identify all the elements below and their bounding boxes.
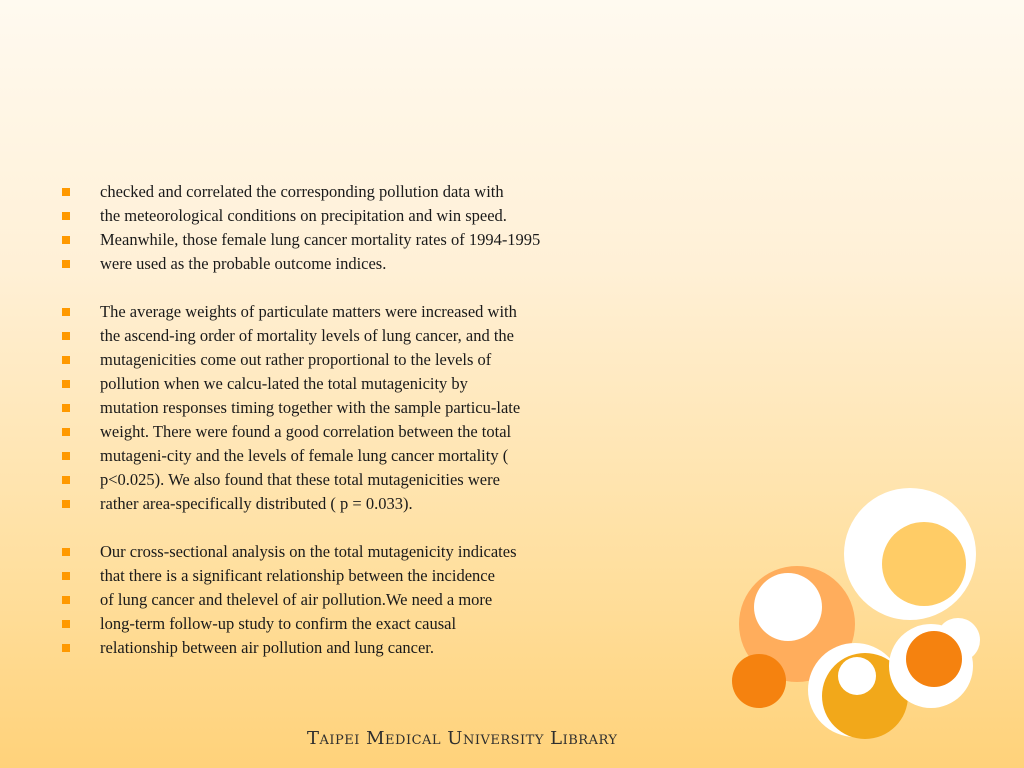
square-bullet-icon [62, 356, 70, 364]
bullet-item [60, 540, 680, 564]
square-bullet-icon [62, 476, 70, 484]
bullet-item [60, 396, 680, 420]
bullet-text: p<0.025). We also found that these total mutagenicities were [100, 470, 500, 489]
decor-circle-white-large [844, 488, 976, 620]
decor-circle-white-right [889, 624, 973, 708]
bullet-text: mutagenicities come out rather proportional to the levels of [100, 350, 492, 369]
bullet-item [60, 444, 680, 468]
square-bullet-icon [62, 452, 70, 460]
square-bullet-icon [62, 212, 70, 220]
square-bullet-icon [62, 644, 70, 652]
bullet-text: pollution when we calcu-lated the total mutagenicity by [100, 374, 468, 393]
bullet-text: mutation responses timing together with the sample particu-late [100, 398, 521, 417]
decor-circle-white-inner [754, 573, 822, 641]
bullet-item [60, 564, 680, 588]
bullet-item [60, 588, 680, 612]
bullet-text: rather area-specifically distributed ( p = 0.033). [100, 494, 413, 513]
square-bullet-icon [62, 572, 70, 580]
decor-circle-orange-small [732, 654, 786, 708]
square-bullet-icon [62, 380, 70, 388]
bullet-text: long-term follow-up study to confirm the exact causal [100, 614, 457, 633]
bullet-spacer [60, 276, 680, 300]
square-bullet-icon [62, 404, 70, 412]
bullet-item [60, 180, 680, 204]
square-bullet-icon [62, 260, 70, 268]
decor-circle-white-bottom [808, 643, 902, 737]
square-bullet-icon [62, 500, 70, 508]
bullet-list [60, 180, 680, 660]
bullet-text: the ascend-ing order of mortality levels of lung cancer, and the [100, 326, 514, 345]
square-bullet-icon [62, 428, 70, 436]
decor-circle-light-orange [739, 566, 855, 682]
bullet-text: were used as the probable outcome indices. [100, 254, 387, 273]
square-bullet-icon [62, 548, 70, 556]
bullet-text: the meteorological conditions on precipitation and win speed. [100, 206, 507, 225]
square-bullet-icon [62, 188, 70, 196]
bullet-text: of lung cancer and thelevel of air pollution.We need a more [100, 590, 493, 609]
square-bullet-icon [62, 596, 70, 604]
bullet-item [60, 612, 680, 636]
decor-circle-gold [822, 653, 908, 739]
decor-circle-white-tiny [838, 657, 876, 695]
bullet-item [60, 372, 680, 396]
decor-circle-orange-right [906, 631, 962, 687]
bullet-spacer [60, 516, 680, 540]
bullet-item [60, 468, 680, 492]
square-bullet-icon [62, 236, 70, 244]
bullet-text: Meanwhile, those female lung cancer mortality rates of 1994-1995 [100, 230, 541, 249]
bullet-item [60, 636, 680, 660]
bullet-item [60, 324, 680, 348]
bullet-item [60, 492, 680, 516]
footer-library-name: Taipei Medical University Library [307, 728, 618, 749]
square-bullet-icon [62, 308, 70, 316]
square-bullet-icon [62, 332, 70, 340]
bullet-text: mutageni-city and the levels of female lung cancer mortality ( [100, 446, 509, 465]
bullet-text: checked and correlated the corresponding pollution data with [100, 182, 504, 201]
bullet-text: Our cross-sectional analysis on the total mutagenicity indicates [100, 542, 517, 561]
decor-circle-white-far-right [936, 618, 980, 662]
bullet-item [60, 204, 680, 228]
bullet-item [60, 300, 680, 324]
decor-circle-yellow [882, 522, 966, 606]
bullet-text: weight. There were found a good correlation between the total [100, 422, 512, 441]
bullet-item [60, 252, 680, 276]
bullet-item [60, 228, 680, 252]
bullet-item [60, 348, 680, 372]
bullet-item [60, 420, 680, 444]
bullet-text: that there is a significant relationship between the incidence [100, 566, 495, 585]
square-bullet-icon [62, 620, 70, 628]
bullet-text: relationship between air pollution and lung cancer. [100, 638, 435, 657]
bullet-text: The average weights of particulate matters were increased with [100, 302, 517, 321]
